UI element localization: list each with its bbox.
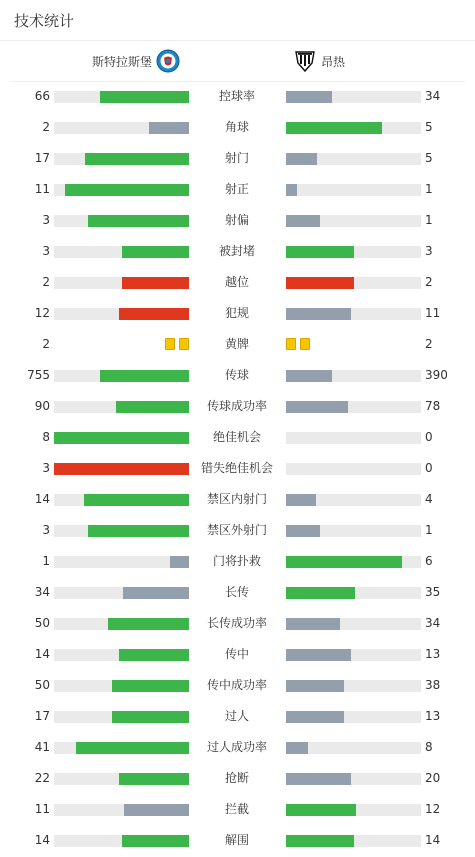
away-bar-track (286, 649, 421, 661)
away-bar-track (286, 432, 421, 444)
away-bar-fill (286, 556, 402, 568)
home-bar-fill (76, 742, 189, 754)
home-bar-fill (122, 277, 190, 289)
home-bar-track (54, 215, 189, 227)
away-bar-track (286, 122, 421, 134)
home-bar-track (54, 432, 189, 444)
home-bar-fill (100, 370, 189, 382)
home-bar-track (54, 277, 189, 289)
home-value: 14 (34, 492, 50, 506)
home-value: 17 (34, 709, 50, 723)
home-bar-track (54, 184, 189, 196)
away-value: 8 (425, 740, 433, 754)
away-bar-fill (286, 494, 316, 506)
away-bar-track (286, 494, 421, 506)
stat-label: 错失绝佳机会 (200, 461, 273, 475)
away-value: 1 (425, 523, 433, 537)
home-value: 41 (34, 740, 50, 754)
away-value: 4 (425, 492, 433, 506)
away-value: 0 (425, 461, 433, 475)
away-value: 5 (425, 120, 433, 134)
home-bar-track (54, 680, 189, 692)
home-bar-fill (108, 618, 189, 630)
stat-row (0, 143, 475, 174)
home-value: 755 (27, 368, 50, 382)
home-bar-fill (100, 91, 189, 103)
home-value: 22 (34, 771, 50, 785)
away-bar-fill (286, 804, 356, 816)
yellow-card-icon (179, 338, 189, 350)
away-team[interactable] (293, 41, 345, 81)
away-bar-track (286, 277, 421, 289)
stat-label: 解围 (224, 833, 249, 847)
stat-row (0, 422, 475, 453)
stat-label: 射正 (224, 182, 249, 196)
home-bar-fill (112, 680, 189, 692)
home-bar-track (54, 711, 189, 723)
home-value: 2 (42, 275, 50, 289)
stat-row (0, 825, 475, 856)
away-bar-fill (286, 184, 297, 196)
away-bar-track (286, 556, 421, 568)
away-value: 11 (425, 306, 441, 320)
away-value: 13 (425, 647, 441, 661)
home-value: 11 (34, 802, 50, 816)
stat-label: 角球 (224, 120, 249, 134)
home-bar-track (54, 246, 189, 258)
home-value: 34 (34, 585, 50, 599)
away-value: 5 (425, 151, 433, 165)
home-bar-track (54, 742, 189, 754)
stat-row (0, 174, 475, 205)
stat-row (0, 267, 475, 298)
stat-row (0, 205, 475, 236)
away-bar-fill (286, 277, 354, 289)
stat-label: 越位 (224, 275, 249, 289)
stat-row (0, 763, 475, 794)
away-bar-fill (286, 525, 320, 537)
stat-label: 禁区外射门 (206, 523, 267, 537)
away-bar-track (286, 215, 421, 227)
stat-label: 禁区内射门 (206, 492, 267, 506)
away-value: 390 (425, 368, 448, 382)
home-value: 3 (42, 244, 50, 258)
home-bar-track (54, 804, 189, 816)
away-bar-fill (286, 122, 382, 134)
stat-row (0, 794, 475, 825)
away-value: 2 (425, 275, 433, 289)
away-bar-track (286, 370, 421, 382)
away-value: 1 (425, 213, 433, 227)
stat-label: 射门 (224, 151, 249, 165)
home-value: 11 (34, 182, 50, 196)
away-bar-fill (286, 711, 344, 723)
stat-label: 抢断 (224, 771, 249, 785)
home-bar-track (54, 122, 189, 134)
away-bar-track (286, 711, 421, 723)
away-bar-fill (286, 587, 355, 599)
home-bar-track (54, 308, 189, 320)
home-value: 2 (42, 337, 50, 351)
away-bar-track (286, 835, 421, 847)
away-bar-fill (286, 153, 317, 165)
home-bar-fill (84, 494, 189, 506)
home-value: 12 (34, 306, 50, 320)
home-bar-track (54, 401, 189, 413)
home-team-name: 斯特拉斯堡 (91, 54, 152, 69)
yellow-card-icon (165, 338, 175, 350)
home-bar-fill (116, 401, 189, 413)
home-bar-fill (119, 308, 189, 320)
away-bar-track (286, 153, 421, 165)
stat-row (0, 639, 475, 670)
home-value: 17 (34, 151, 50, 165)
home-bar-fill (85, 153, 189, 165)
stat-label: 长传 (224, 585, 249, 599)
away-bar-fill (286, 649, 351, 661)
away-bar-fill (286, 618, 340, 630)
stat-row (0, 391, 475, 422)
home-bar-fill (122, 246, 190, 258)
stat-row (0, 236, 475, 267)
stat-label: 传中成功率 (206, 678, 267, 692)
home-bar-fill (54, 432, 189, 444)
home-bar-track (54, 587, 189, 599)
stat-row (0, 701, 475, 732)
away-team-name: 昂热 (321, 54, 346, 69)
stat-label: 射偏 (224, 213, 249, 227)
home-bar-fill (123, 587, 189, 599)
away-bar-fill (286, 215, 320, 227)
away-bar-fill (286, 91, 332, 103)
away-value: 78 (425, 399, 441, 413)
stat-label: 黄牌 (224, 337, 249, 351)
stat-label: 犯规 (224, 306, 249, 320)
stat-row (0, 484, 475, 515)
stat-label: 拦截 (224, 802, 249, 816)
home-value: 2 (42, 120, 50, 134)
away-bar-track (286, 308, 421, 320)
away-value: 13 (425, 709, 441, 723)
home-bar-track (54, 91, 189, 103)
stats-list (0, 81, 475, 856)
home-value: 8 (42, 430, 50, 444)
home-bar-fill (112, 711, 189, 723)
home-value: 50 (34, 678, 50, 692)
stat-label: 过人 (224, 709, 249, 723)
home-value: 14 (34, 833, 50, 847)
away-crest-icon (293, 49, 317, 73)
away-bar-track (286, 680, 421, 692)
away-bar-track (286, 742, 421, 754)
home-value: 3 (42, 461, 50, 475)
away-bar-track (286, 246, 421, 258)
home-value: 66 (34, 89, 50, 103)
title-bar (0, 0, 475, 41)
away-value: 34 (425, 616, 441, 630)
stat-row (0, 81, 475, 112)
away-bar-track (286, 91, 421, 103)
home-bar-track (54, 835, 189, 847)
stat-label: 过人成功率 (206, 740, 267, 754)
stat-row (0, 453, 475, 484)
away-value: 3 (425, 244, 433, 258)
home-bar-fill (65, 184, 189, 196)
home-value: 3 (42, 213, 50, 227)
home-bar-track (54, 556, 189, 568)
home-yellow-cards (165, 338, 189, 350)
home-bar-track (54, 153, 189, 165)
stat-label: 门将扑救 (212, 554, 261, 568)
home-bar-track (54, 649, 189, 661)
home-bar-fill (54, 463, 189, 475)
stat-row (0, 360, 475, 391)
home-value: 3 (42, 523, 50, 537)
away-value: 34 (425, 89, 441, 103)
away-value: 12 (425, 802, 441, 816)
stat-label: 被封堵 (218, 244, 255, 258)
home-value: 90 (34, 399, 50, 413)
away-yellow-cards (286, 338, 310, 350)
away-bar-track (286, 804, 421, 816)
away-bar-fill (286, 246, 354, 258)
home-bar-fill (149, 122, 190, 134)
stat-label: 传球 (224, 368, 249, 382)
away-value: 0 (425, 430, 433, 444)
stat-row (0, 670, 475, 701)
away-value: 6 (425, 554, 433, 568)
home-crest-icon (156, 49, 180, 73)
away-bar-fill (286, 773, 351, 785)
away-bar-track (286, 184, 421, 196)
stat-row (0, 608, 475, 639)
stat-row (0, 546, 475, 577)
stat-row (0, 732, 475, 763)
away-bar-track (286, 773, 421, 785)
away-value: 1 (425, 182, 433, 196)
away-bar-fill (286, 401, 348, 413)
away-value: 38 (425, 678, 441, 692)
stat-label: 绝佳机会 (212, 430, 261, 444)
home-value: 14 (34, 647, 50, 661)
home-bar-fill (119, 773, 189, 785)
away-value: 20 (425, 771, 441, 785)
home-value: 1 (42, 554, 50, 568)
home-bar-track (54, 494, 189, 506)
away-bar-track (286, 587, 421, 599)
away-bar-fill (286, 835, 354, 847)
stat-label: 传球成功率 (206, 399, 267, 413)
home-value: 50 (34, 616, 50, 630)
home-bar-track (54, 618, 189, 630)
stat-label: 传中 (224, 647, 249, 661)
home-bar-fill (88, 525, 189, 537)
away-value: 2 (425, 337, 433, 351)
yellow-card-icon (286, 338, 296, 350)
away-bar-track (286, 618, 421, 630)
home-bar-fill (119, 649, 189, 661)
stat-row (0, 298, 475, 329)
home-bar-fill (88, 215, 189, 227)
stat-label: 长传成功率 (206, 616, 267, 630)
stat-row (0, 112, 475, 143)
away-bar-fill (286, 308, 351, 320)
home-bar-fill (122, 835, 190, 847)
home-bar-fill (170, 556, 189, 568)
away-bar-track (286, 463, 421, 475)
stat-row (0, 515, 475, 546)
home-team[interactable] (92, 41, 180, 81)
home-bar-fill (124, 804, 189, 816)
stat-row (0, 329, 475, 360)
stat-label: 控球率 (218, 89, 255, 103)
teams-header (10, 41, 465, 82)
home-bar-track (54, 370, 189, 382)
page-title: 技术统计 (14, 11, 75, 30)
home-bar-track (54, 773, 189, 785)
away-bar-track (286, 525, 421, 537)
home-bar-track (54, 463, 189, 475)
home-bar-track (54, 525, 189, 537)
away-bar-track (286, 401, 421, 413)
yellow-card-icon (300, 338, 310, 350)
away-bar-fill (286, 370, 332, 382)
away-value: 14 (425, 833, 441, 847)
away-bar-fill (286, 742, 308, 754)
stat-row (0, 577, 475, 608)
away-value: 35 (425, 585, 441, 599)
away-bar-fill (286, 680, 344, 692)
